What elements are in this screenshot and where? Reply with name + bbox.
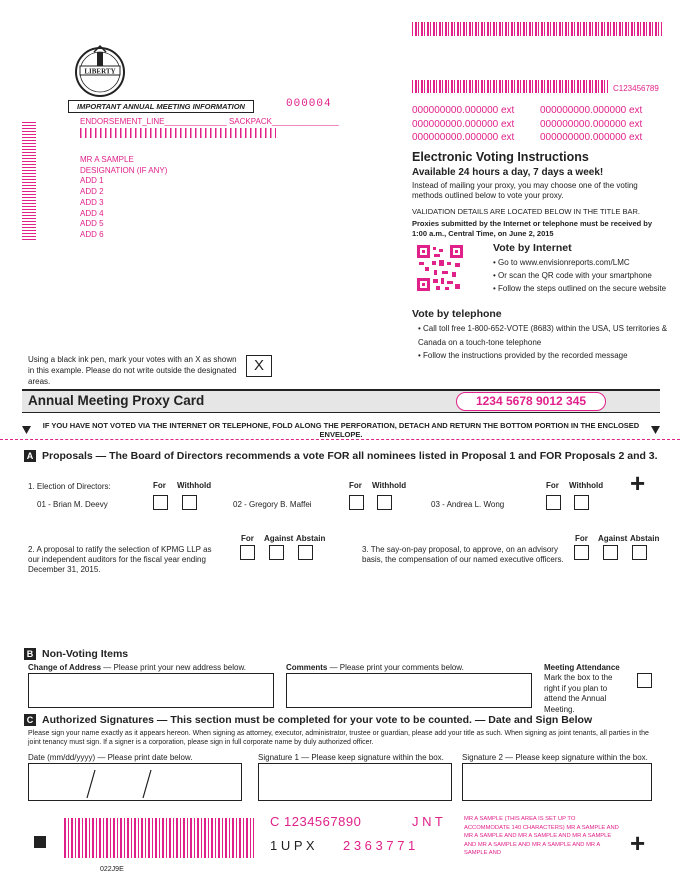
- nominee-1-withhold-checkbox[interactable]: [182, 495, 197, 510]
- account-barcode: [412, 80, 608, 93]
- footer-code-4: 2 3 6 3 7 7 1: [343, 838, 416, 853]
- signature-1-field[interactable]: [258, 763, 452, 801]
- address-line: ADD 5: [80, 219, 104, 229]
- p3-col-for: For: [575, 534, 588, 543]
- deadline-note: Proxies submitted by the Internet or telephone must be received by 1:00 a.m., Central Time, on June 2, 2015: [412, 219, 653, 238]
- ext-value: 000000000.000000 ext: [540, 118, 643, 130]
- change-address-label: [28, 662, 246, 673]
- p3-for-checkbox[interactable]: [574, 545, 589, 560]
- comments-title: Comments: [286, 663, 328, 672]
- p2-for-checkbox[interactable]: [240, 545, 255, 560]
- signatures-heading: [24, 714, 592, 726]
- address-line: ADD 2: [80, 187, 104, 197]
- svg-text:LIBERTY: LIBERTY: [84, 67, 116, 76]
- col-withhold-1: Withhold: [177, 481, 212, 490]
- corner-marker: [34, 836, 46, 848]
- nominee-2: 02 - Gregory B. Maffei: [233, 500, 312, 509]
- ext-value: 000000000.000000 ext: [412, 132, 515, 143]
- footer-code-1: C 1234567890: [270, 814, 362, 829]
- qr-code: [417, 245, 463, 291]
- address-line: ADD 6: [80, 229, 104, 239]
- date-slashes: [29, 764, 243, 802]
- internet-step: • Or scan the QR code with your smartphone: [493, 269, 666, 282]
- internet-list: [493, 256, 666, 295]
- plus-mark-top: +: [630, 468, 646, 498]
- ext-value: 000000000.000000 ext: [540, 105, 643, 116]
- change-address-field[interactable]: [28, 673, 274, 708]
- phone-list: [418, 322, 668, 363]
- endorsement-line: ENDORSEMENT_LINE______________ SACKPACK_______________: [80, 117, 339, 126]
- meeting-attendance-hint: Mark the box to the right if you plan to attend the Annual Meeting.: [544, 673, 613, 714]
- nominee-3: 03 - Andrea L. Wong: [431, 500, 505, 509]
- internet-step: • Follow the steps outlined on the secure website: [493, 282, 666, 295]
- p2-abstain-checkbox[interactable]: [298, 545, 313, 560]
- p1-label: 1. Election of Directors:: [28, 482, 111, 491]
- voting-intro: Instead of mailing your proxy, you may choose one of the voting methods outlined below to vote your proxy.: [412, 181, 638, 200]
- proposals-heading: [24, 450, 664, 462]
- footer-fine-print: MR A SAMPLE (THIS AREA IS SET UP TO ACCOMMODATE 140 CHARACTERS) MR A SAMPLE AND MR A SAMPLE AND MR A SAMPLE AND MR A SAMPLE AND MR A SAMPLE AND MR A SAMPLE AND MR A SAMPLE AND: [464, 816, 619, 856]
- fold-notice-text: IF YOU HAVE NOT VOTED VIA THE INTERNET OR TELEPHONE, FOLD ALONG THE PERFORATION, DETACH AND RETURN THE BOTTOM PORTION IN THE ENCLOSED ENVELOPE.: [42, 421, 640, 439]
- voting-subtitle: Available 24 hours a day, 7 days a week!: [412, 167, 604, 178]
- address-line: DESIGNATION (IF ANY): [80, 165, 168, 175]
- p2-col-for: For: [241, 534, 254, 543]
- address-line: ADD 3: [80, 197, 104, 207]
- ext-value: 000000000.000000 ext: [540, 132, 643, 143]
- non-voting-heading-text: Non-Voting Items: [42, 648, 129, 660]
- p2-col-against: Against: [264, 534, 294, 543]
- nominee-1: 01 - Brian M. Deevy: [37, 500, 108, 509]
- plus-mark-bottom: +: [630, 828, 646, 858]
- change-address-title: Change of Address: [28, 663, 102, 672]
- col-for-1: For: [153, 481, 166, 490]
- nominee-3-for-checkbox[interactable]: [546, 495, 561, 510]
- phone-title: Vote by telephone: [412, 308, 502, 320]
- phone-step: • Call toll free 1-800-652-VOTE (8683) within the USA, US territories & Canada on a touch-tone telephone: [418, 322, 668, 349]
- info-label: IMPORTANT ANNUAL MEETING INFORMATION: [68, 100, 254, 113]
- nominee-2-for-checkbox[interactable]: [349, 495, 364, 510]
- triangle-down-icon: [651, 426, 660, 434]
- perforation-line: [0, 439, 680, 440]
- meeting-attendance-title: Meeting Attendance: [544, 663, 620, 672]
- voting-title: Electronic Voting Instructions: [412, 150, 589, 164]
- signature-instructions: Please sign your name exactly as it appears hereon. When signing as attorney, executor, administrator, trustee or guardian, please add your title as such. When signing as joint tenants, all parties in the joint tenancy must sign. If a signer is a corporation, please sign in full corporate name by duly authorized officer.: [28, 730, 649, 746]
- p3-abstain-checkbox[interactable]: [632, 545, 647, 560]
- address-line: ADD 4: [80, 208, 104, 218]
- mailing-address: [80, 155, 167, 241]
- side-barcode: [22, 122, 36, 240]
- triangle-down-icon: [22, 426, 31, 434]
- nominee-2-withhold-checkbox[interactable]: [377, 495, 392, 510]
- sequence-number: 000004: [286, 98, 332, 110]
- internet-step: • Go to www.envisionreports.com/LMC: [493, 256, 666, 269]
- account-code: C123456789: [613, 84, 659, 93]
- comments-field[interactable]: [286, 673, 532, 708]
- form-code: 022J9E: [100, 866, 124, 873]
- footer-code-3: 1 U P X: [270, 838, 315, 853]
- phone-step: • Follow the instructions provided by the recorded message: [418, 349, 668, 363]
- comments-label: [286, 662, 464, 673]
- address-line: ADD 1: [80, 176, 104, 186]
- example-mark-box: X: [246, 355, 272, 377]
- section-badge-b: B: [24, 648, 36, 660]
- card-title: Annual Meeting Proxy Card: [28, 393, 205, 408]
- validation-note: VALIDATION DETAILS ARE LOCATED BELOW IN THE TITLE BAR.: [412, 207, 640, 216]
- ext-value: 000000000.000000 ext: [412, 118, 515, 130]
- signature-2-label: Signature 2 — Please keep signature within the box.: [462, 753, 648, 762]
- col-withhold-2: Withhold: [372, 481, 407, 490]
- date-label: Date (mm/dd/yyyy) — Please print date below.: [28, 753, 193, 762]
- section-badge-a: A: [24, 450, 36, 462]
- nominee-1-for-checkbox[interactable]: [153, 495, 168, 510]
- proposal-3-text: 3. The say-on-pay proposal, to approve, on an advisory basis, the compensation of our named executive officers.: [362, 545, 564, 564]
- p3-against-checkbox[interactable]: [603, 545, 618, 560]
- col-for-3: For: [546, 481, 559, 490]
- signature-2-field[interactable]: [462, 763, 652, 801]
- pen-note: Using a black ink pen, mark your votes with an X as shown in this example. Please do not write outside the designated areas.: [28, 355, 237, 386]
- date-field[interactable]: [28, 763, 242, 801]
- fold-notice: [22, 421, 660, 439]
- signature-1-label: Signature 1 — Please keep signature within the box.: [258, 753, 444, 762]
- footer-barcode: [64, 818, 254, 858]
- p2-against-checkbox[interactable]: [269, 545, 284, 560]
- control-number: 1234 5678 9012 345: [456, 392, 606, 411]
- liberty-logo: [70, 42, 130, 98]
- internet-title: Vote by Internet: [493, 242, 572, 254]
- non-voting-heading: [24, 648, 128, 660]
- nominee-3-withhold-checkbox[interactable]: [574, 495, 589, 510]
- p3-col-against: Against: [598, 534, 628, 543]
- change-address-hint: — Please print your new address below.: [101, 663, 247, 672]
- statue-icon: [70, 42, 130, 98]
- section-badge-c: C: [24, 714, 36, 726]
- top-barcode: [412, 22, 662, 36]
- col-for-2: For: [349, 481, 362, 490]
- col-withhold-3: Withhold: [569, 481, 604, 490]
- p2-col-abstain: Abstain: [296, 534, 326, 543]
- postal-barcode: [80, 128, 276, 138]
- address-line: MR A SAMPLE: [80, 155, 134, 164]
- proposals-heading-text: Proposals — The Board of Directors recommends a vote FOR all nominees listed in Proposal 1 and FOR Proposals 2 and 3.: [42, 450, 658, 462]
- signatures-heading-text: Authorized Signatures — This section must be completed for your vote to be counted. — Date and Sign Below: [42, 714, 593, 726]
- ext-values: [412, 104, 662, 145]
- proposal-2-text: 2. A proposal to ratify the selection of KPMG LLP as our independent auditors for the fiscal year ending December 31, 2015.: [28, 545, 212, 574]
- comments-hint: — Please print your comments below.: [327, 663, 464, 672]
- p3-col-abstain: Abstain: [630, 534, 660, 543]
- ext-value: 000000000.000000 ext: [412, 105, 515, 116]
- meeting-attendance-checkbox[interactable]: [637, 673, 652, 688]
- footer-code-2: J N T: [412, 814, 443, 829]
